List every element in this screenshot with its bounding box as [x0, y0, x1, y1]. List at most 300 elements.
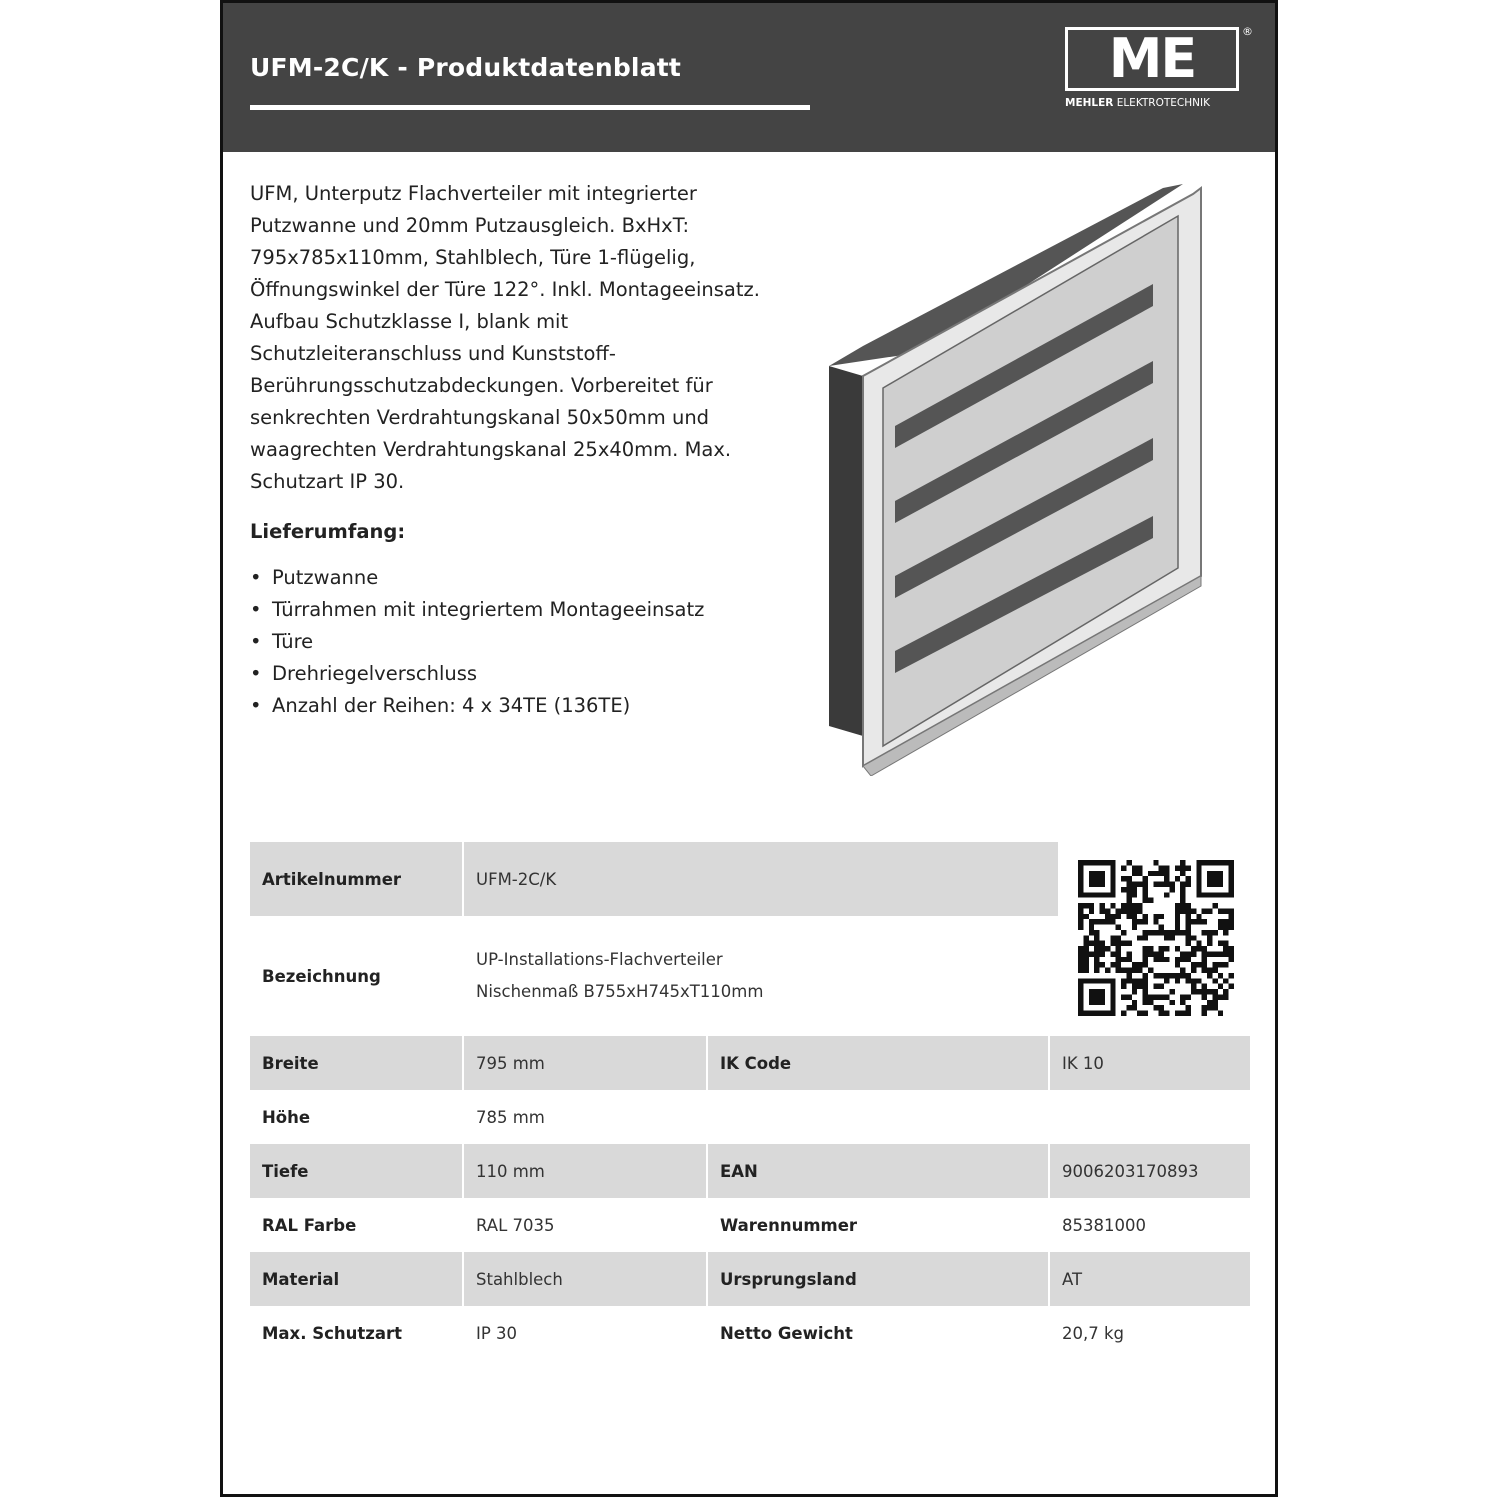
- qr-module: [1137, 871, 1142, 876]
- qr-module: [1110, 935, 1115, 940]
- qr-module: [1180, 1000, 1185, 1005]
- spec-label: EAN: [708, 1144, 1048, 1198]
- qr-module: [1164, 957, 1169, 962]
- qr-module: [1212, 994, 1217, 999]
- qr-module: [1083, 962, 1088, 967]
- qr-module: [1196, 914, 1201, 919]
- qr-module: [1116, 935, 1121, 940]
- qr-module: [1175, 876, 1180, 881]
- qr-module: [1159, 1011, 1164, 1016]
- qr-module: [1121, 903, 1126, 908]
- qr-module: [1121, 887, 1126, 892]
- qr-module: [1175, 930, 1180, 935]
- scope-heading: Lieferumfang:: [250, 520, 406, 543]
- qr-module: [1191, 908, 1196, 913]
- qr-module: [1083, 914, 1088, 919]
- header-bar: [223, 0, 1275, 152]
- qr-module: [1223, 989, 1228, 994]
- qr-module: [1164, 930, 1169, 935]
- qr-module: [1126, 941, 1131, 946]
- qr-module: [1159, 871, 1164, 876]
- qr-module: [1153, 882, 1158, 887]
- qr-module: [1153, 930, 1158, 935]
- spec-label: Ursprungsland: [708, 1252, 1048, 1306]
- qr-module: [1191, 968, 1196, 973]
- spec-value: 795 mm: [464, 1036, 706, 1090]
- cabinet-side: [829, 366, 863, 736]
- qr-module: [1186, 935, 1191, 940]
- qr-module: [1110, 903, 1115, 908]
- qr-module: [1148, 951, 1153, 956]
- qr-module: [1223, 994, 1228, 999]
- qr-module: [1180, 994, 1185, 999]
- qr-module: [1212, 968, 1217, 973]
- qr-module: [1143, 978, 1148, 983]
- qr-module: [1218, 1011, 1223, 1016]
- qr-code[interactable]: [1078, 860, 1234, 1016]
- qr-module: [1126, 898, 1131, 903]
- qr-module: [1180, 930, 1185, 935]
- qr-module: [1132, 962, 1137, 967]
- qr-module: [1229, 914, 1234, 919]
- qr-module: [1110, 941, 1115, 946]
- qr-module: [1126, 876, 1131, 881]
- qr-module: [1186, 1011, 1191, 1016]
- qr-module: [1218, 951, 1223, 956]
- qr-module: [1078, 962, 1083, 967]
- qr-module: [1100, 962, 1105, 967]
- qr-module: [1148, 946, 1153, 951]
- qr-module: [1159, 1005, 1164, 1010]
- qr-module: [1175, 973, 1180, 978]
- qr-module: [1148, 994, 1153, 999]
- qr-module: [1191, 989, 1196, 994]
- logo-box: [1065, 27, 1239, 91]
- qr-module: [1143, 887, 1148, 892]
- logo-letters: ME: [1108, 27, 1196, 90]
- qr-module: [1132, 903, 1137, 908]
- registered-mark: ®: [1242, 25, 1253, 38]
- qr-module: [1207, 1000, 1212, 1005]
- qr-module: [1175, 957, 1180, 962]
- qr-module: [1078, 925, 1083, 930]
- spec-value: Stahlblech: [464, 1252, 706, 1306]
- qr-module: [1164, 876, 1169, 881]
- qr-module: [1116, 962, 1121, 967]
- qr-module: [1159, 914, 1164, 919]
- qr-module: [1110, 951, 1115, 956]
- qr-module: [1202, 930, 1207, 935]
- qr-module: [1137, 978, 1142, 983]
- qr-module: [1159, 973, 1164, 978]
- qr-module: [1153, 957, 1158, 962]
- qr-module: [1202, 962, 1207, 967]
- qr-module: [1218, 941, 1223, 946]
- qr-module: [1121, 984, 1126, 989]
- qr-module: [1196, 978, 1201, 983]
- qr-module: [1212, 1000, 1217, 1005]
- qr-module: [1169, 989, 1174, 994]
- qr-module: [1164, 1011, 1169, 1016]
- qr-module: [1132, 925, 1137, 930]
- qr-module: [1180, 887, 1185, 892]
- qr-module: [1126, 914, 1131, 919]
- qr-module: [1191, 962, 1196, 967]
- qr-module: [1196, 946, 1201, 951]
- qr-module: [1078, 946, 1083, 951]
- qr-module: [1218, 919, 1223, 924]
- qr-module: [1202, 908, 1207, 913]
- qr-module: [1180, 903, 1185, 908]
- qr-module: [1143, 930, 1148, 935]
- qr-module: [1078, 957, 1083, 962]
- qr-module: [1212, 903, 1217, 908]
- spec-label: Max. Schutzart: [262, 1323, 403, 1343]
- qr-module: [1229, 957, 1234, 962]
- qr-module: [1132, 882, 1137, 887]
- table-row: [250, 1252, 1250, 1306]
- qr-module: [1100, 941, 1105, 946]
- qr-module: [1169, 1000, 1174, 1005]
- qr-module: [1148, 871, 1153, 876]
- table-row: [250, 1198, 1250, 1252]
- qr-module: [1121, 957, 1126, 962]
- qr-module: [1078, 951, 1083, 956]
- qr-module: [1164, 871, 1169, 876]
- qr-module: [1164, 882, 1169, 887]
- qr-module: [1164, 994, 1169, 999]
- qr-module: [1143, 994, 1148, 999]
- qr-module: [1143, 914, 1148, 919]
- qr-module: [1191, 951, 1196, 956]
- qr-module: [1175, 914, 1180, 919]
- qr-module: [1078, 903, 1083, 908]
- qr-module: [1180, 882, 1185, 887]
- qr-module: [1126, 860, 1131, 865]
- qr-module: [1202, 951, 1207, 956]
- qr-module: [1148, 898, 1153, 903]
- qr-module: [1229, 919, 1234, 924]
- qr-module: [1126, 1005, 1131, 1010]
- qr-module: [1180, 871, 1185, 876]
- qr-module: [1143, 962, 1148, 967]
- qr-module: [1218, 984, 1223, 989]
- qr-module: [1100, 908, 1105, 913]
- qr-module: [1223, 946, 1228, 951]
- qr-module: [1126, 994, 1131, 999]
- qr-module: [1212, 962, 1217, 967]
- qr-module: [1223, 962, 1228, 967]
- qr-module: [1223, 930, 1228, 935]
- qr-module: [1212, 978, 1217, 983]
- spec-label: IK Code: [708, 1036, 1048, 1090]
- qr-module: [1223, 941, 1228, 946]
- qr-module: [1186, 914, 1191, 919]
- qr-module: [1169, 882, 1174, 887]
- qr-module: [1143, 935, 1148, 940]
- logo-wordmark: [1065, 97, 1210, 109]
- table-row: [250, 1090, 1250, 1144]
- qr-module: [1202, 984, 1207, 989]
- qr-module: [1078, 968, 1083, 973]
- qr-module: [1143, 876, 1148, 881]
- qr-module: [1126, 957, 1131, 962]
- qr-module: [1202, 957, 1207, 962]
- qr-module: [1202, 968, 1207, 973]
- qr-module: [1180, 908, 1185, 913]
- qr-module: [1175, 946, 1180, 951]
- spec-value: IK 10: [1050, 1036, 1250, 1090]
- page-title: UFM-2C/K - Produktdatenblatt: [250, 53, 682, 82]
- qr-module: [1229, 925, 1234, 930]
- qr-module: [1126, 968, 1131, 973]
- qr-module: [1143, 1011, 1148, 1016]
- qr-module: [1148, 968, 1153, 973]
- spec-label: [708, 1090, 1048, 1144]
- qr-module: [1137, 919, 1142, 924]
- qr-module: [1078, 908, 1083, 913]
- qr-module: [1094, 957, 1099, 962]
- designation-value: [464, 918, 1058, 1034]
- qr-module: [1207, 941, 1212, 946]
- qr-module: [1164, 892, 1169, 897]
- spec-value: [1050, 1090, 1250, 1144]
- qr-module: [1175, 919, 1180, 924]
- qr-module: [1094, 941, 1099, 946]
- qr-module: [1180, 968, 1185, 973]
- qr-module: [1083, 951, 1088, 956]
- qr-module: [1143, 892, 1148, 897]
- qr-module: [1116, 914, 1121, 919]
- qr-module: [1223, 908, 1228, 913]
- qr-module: [1180, 973, 1185, 978]
- list-item: • Putzwanne: [250, 562, 704, 594]
- logo-brand: MEHLER: [1065, 97, 1114, 109]
- qr-module: [1137, 908, 1142, 913]
- qr-module: [1175, 925, 1180, 930]
- qr-module: [1159, 882, 1164, 887]
- qr-module: [1196, 962, 1201, 967]
- qr-module: [1175, 865, 1180, 870]
- spec-value: IP 30: [476, 1323, 518, 1343]
- qr-module: [1180, 898, 1185, 903]
- qr-module: [1153, 984, 1158, 989]
- qr-module: [1186, 957, 1191, 962]
- qr-module: [1126, 903, 1131, 908]
- spec-label: Tiefe: [250, 1144, 462, 1198]
- qr-module: [1207, 908, 1212, 913]
- qr-module: [1143, 919, 1148, 924]
- qr-module: [1132, 871, 1137, 876]
- qr-module: [1132, 984, 1137, 989]
- qr-module: [1089, 941, 1094, 946]
- qr-module: [1180, 1011, 1185, 1016]
- qr-module: [1116, 946, 1121, 951]
- qr-module: [1116, 968, 1121, 973]
- qr-module: [1116, 925, 1121, 930]
- qr-module: [1153, 914, 1158, 919]
- qr-module: [1207, 951, 1212, 956]
- qr-module: [1191, 935, 1196, 940]
- table-row: [250, 842, 1058, 916]
- qr-module: [1094, 946, 1099, 951]
- qr-module: [1143, 1000, 1148, 1005]
- qr-module: [1186, 908, 1191, 913]
- spec-value: 9006203170893: [1050, 1144, 1250, 1198]
- qr-module: [1121, 1011, 1126, 1016]
- qr-module: [1207, 968, 1212, 973]
- qr-module: [1186, 876, 1191, 881]
- qr-module: [1191, 946, 1196, 951]
- qr-module: [1207, 935, 1212, 940]
- qr-module: [1191, 978, 1196, 983]
- list-item: • Türe: [250, 626, 704, 658]
- qr-module: [1164, 946, 1169, 951]
- qr-module: [1126, 973, 1131, 978]
- qr-module: [1121, 930, 1126, 935]
- qr-module: [1186, 978, 1191, 983]
- qr-module: [1132, 914, 1137, 919]
- qr-module: [1202, 989, 1207, 994]
- spec-label: RAL Farbe: [262, 1215, 357, 1235]
- qr-module: [1137, 935, 1142, 940]
- qr-module: [1116, 951, 1121, 956]
- qr-module: [1229, 984, 1234, 989]
- qr-module: [1202, 919, 1207, 924]
- qr-module: [1186, 930, 1191, 935]
- qr-module: [1153, 871, 1158, 876]
- qr-module: [1143, 898, 1148, 903]
- qr-module: [1186, 951, 1191, 956]
- qr-module: [1083, 935, 1088, 940]
- qr-module: [1159, 865, 1164, 870]
- logo-brand-sub: ELEKTROTECHNIK: [1116, 97, 1210, 109]
- qr-module: [1110, 962, 1115, 967]
- qr-module: [1175, 908, 1180, 913]
- qr-module: [1196, 989, 1201, 994]
- qr-module: [1169, 973, 1174, 978]
- qr-module: [1105, 914, 1110, 919]
- qr-module: [1121, 941, 1126, 946]
- qr-module: [1186, 903, 1191, 908]
- qr-module: [1126, 951, 1131, 956]
- qr-module: [1105, 908, 1110, 913]
- qr-module: [1212, 989, 1217, 994]
- qr-module: [1132, 865, 1137, 870]
- qr-module: [1132, 919, 1137, 924]
- qr-module: [1121, 908, 1126, 913]
- qr-module: [1143, 957, 1148, 962]
- designation-label: Bezeichnung: [262, 966, 381, 986]
- qr-module: [1132, 968, 1137, 973]
- qr-module: [1132, 887, 1137, 892]
- qr-module: [1105, 946, 1110, 951]
- product-description: UFM, Unterputz Flachverteiler mit integrierter Putzwanne und 20mm Putzausgleich. BxHxT: 795x785x110mm, Stahlblech, Türe 1-flügelig, Öffnungswinkel der Türe 122°. Inkl. Montageeinsatz. Aufbau Schutzklasse I, blank mit Schutzleiteranschluss und Kunststoff-Berührungsschutzabdeckungen. Vorbereitet für senkrechten Verdrahtungskanal 50x50mm und waagrechten Verdrahtungskanal 25x40mm. Max. Schutzart IP 30.: [250, 182, 760, 493]
- qr-module: [1186, 882, 1191, 887]
- qr-module: [1089, 930, 1094, 935]
- qr-module: [1083, 941, 1088, 946]
- spec-label: Warennummer: [720, 1215, 858, 1235]
- qr-module: [1110, 919, 1115, 924]
- qr-module: [1089, 951, 1094, 956]
- qr-module: [1121, 994, 1126, 999]
- qr-module: [1089, 903, 1094, 908]
- qr-module: [1143, 984, 1148, 989]
- title-underline: [250, 105, 810, 110]
- qr-module: [1105, 968, 1110, 973]
- qr-module: [1175, 978, 1180, 983]
- qr-module: [1186, 1005, 1191, 1010]
- qr-module: [1164, 935, 1169, 940]
- qr-module: [1143, 973, 1148, 978]
- qr-module: [1207, 973, 1212, 978]
- qr-module: [1094, 919, 1099, 924]
- spec-value: 85381000: [1062, 1215, 1146, 1235]
- spec-value: 785 mm: [476, 1107, 545, 1127]
- qr-module: [1186, 925, 1191, 930]
- qr-module: [1191, 919, 1196, 924]
- article-number-label: Artikelnummer: [250, 842, 462, 916]
- qr-module: [1121, 968, 1126, 973]
- qr-module: [1126, 892, 1131, 897]
- qr-module: [1089, 925, 1094, 930]
- qr-module: [1153, 860, 1158, 865]
- qr-module: [1083, 968, 1088, 973]
- qr-module: [1132, 1000, 1137, 1005]
- qr-module: [1100, 919, 1105, 924]
- spec-label: Material: [250, 1252, 462, 1306]
- qr-module: [1105, 919, 1110, 924]
- qr-module: [1078, 914, 1083, 919]
- qr-module: [1137, 1011, 1142, 1016]
- qr-module: [1229, 908, 1234, 913]
- qr-module: [1153, 951, 1158, 956]
- qr-module: [1143, 882, 1148, 887]
- qr-module: [1143, 989, 1148, 994]
- product-image: [823, 176, 1213, 776]
- list-item: • Anzahl der Reihen: 4 x 34TE (136TE): [250, 690, 704, 722]
- qr-module: [1229, 951, 1234, 956]
- qr-module: [1169, 887, 1174, 892]
- qr-module: [1164, 973, 1169, 978]
- qr-module: [1223, 951, 1228, 956]
- qr-module: [1164, 865, 1169, 870]
- qr-module: [1218, 908, 1223, 913]
- qr-module: [1212, 930, 1217, 935]
- qr-module: [1148, 930, 1153, 935]
- mehler-logo: [1065, 27, 1253, 117]
- qr-module: [1164, 978, 1169, 983]
- qr-module: [1202, 994, 1207, 999]
- list-item: • Türrahmen mit integriertem Montageeinsatz: [250, 594, 704, 626]
- qr-module: [1159, 994, 1164, 999]
- qr-module: [1132, 908, 1137, 913]
- qr-module: [1202, 1005, 1207, 1010]
- qr-module: [1083, 946, 1088, 951]
- qr-module: [1094, 962, 1099, 967]
- qr-module: [1148, 1000, 1153, 1005]
- qr-module: [1180, 957, 1185, 962]
- qr-module: [1218, 994, 1223, 999]
- qr-module: [1153, 919, 1158, 924]
- qr-module: [1126, 978, 1131, 983]
- qr-finder-core: [1089, 989, 1105, 1005]
- qr-module: [1218, 925, 1223, 930]
- qr-module: [1094, 930, 1099, 935]
- qr-module: [1110, 914, 1115, 919]
- qr-module: [1218, 973, 1223, 978]
- qr-module: [1132, 978, 1137, 983]
